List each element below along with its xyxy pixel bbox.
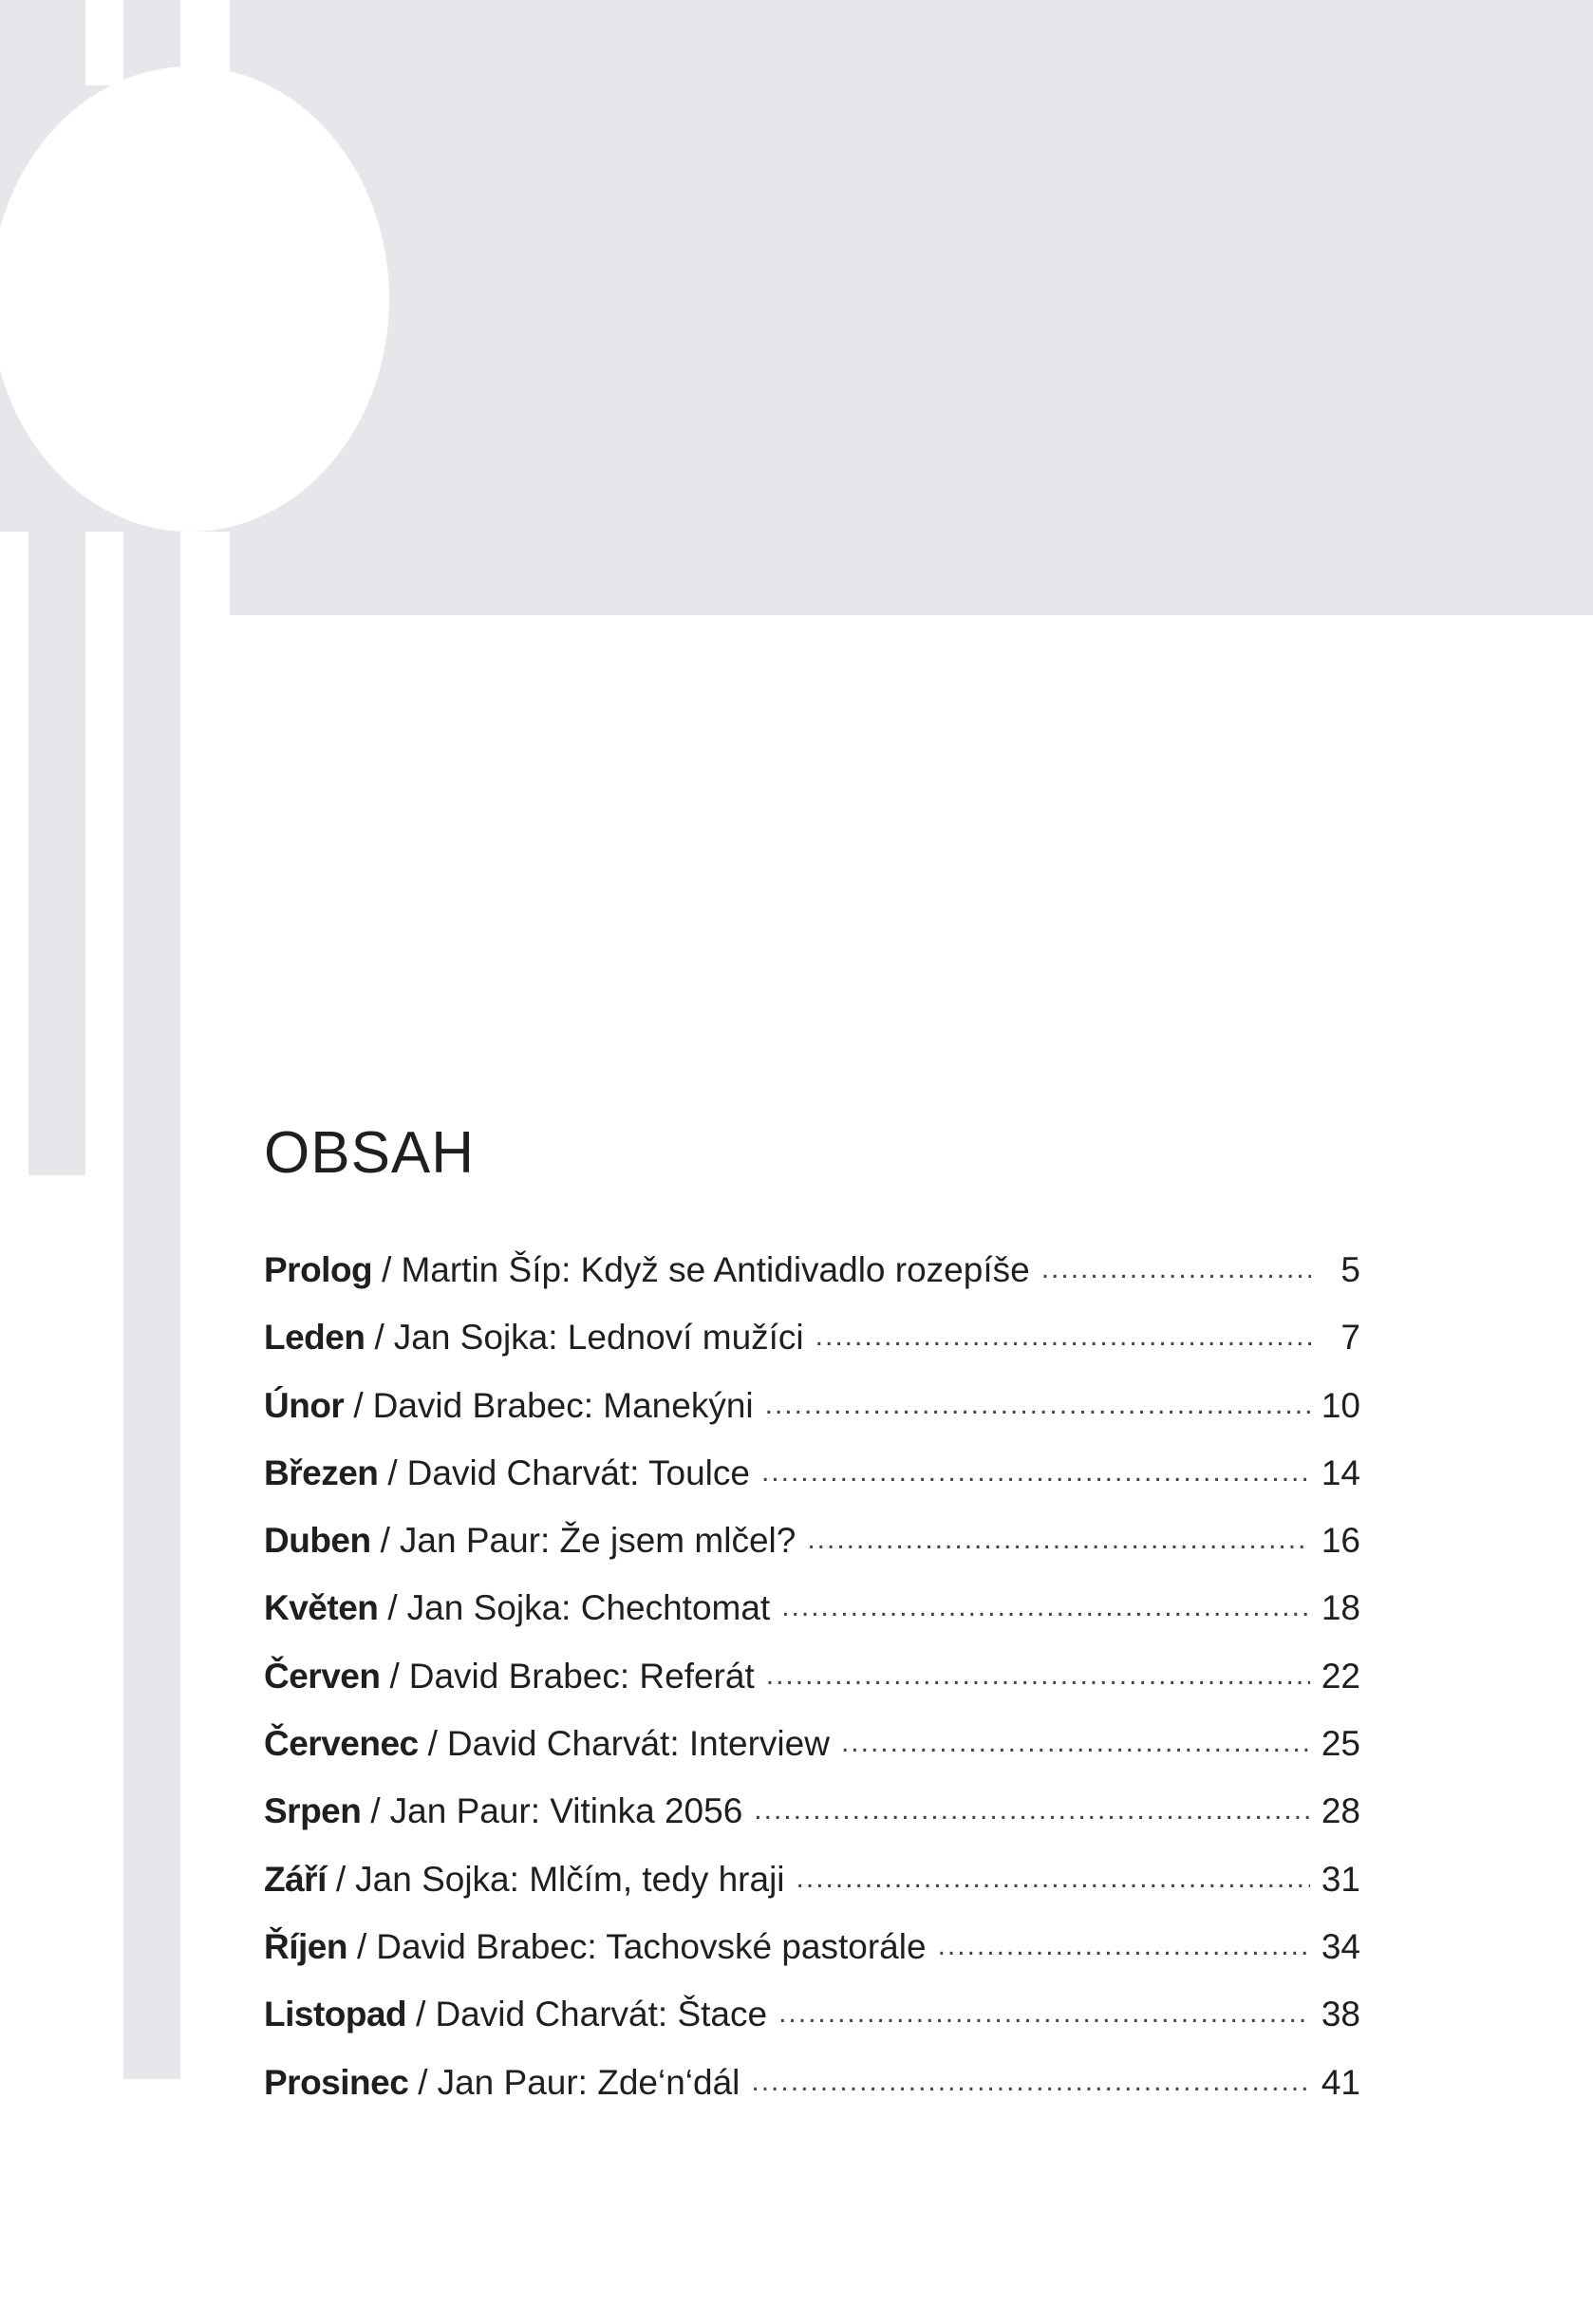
toc-title: OBSAH	[264, 1120, 476, 1186]
toc-entry-page-number: 5	[1340, 1250, 1360, 1289]
toc-entry	[264, 1860, 1360, 1927]
toc-entry	[264, 1588, 1360, 1656]
toc-entry-title: Jan Paur: Zde‘n‘dál	[437, 2062, 740, 2102]
toc-entry-leader-dots	[754, 1788, 1310, 1827]
toc-entry-title: Jan Sojka: Lednoví mužíci	[393, 1318, 804, 1358]
toc-entry	[264, 1521, 1360, 1588]
toc-entry-leader-dots	[781, 1584, 1310, 1624]
toc-entry-page-number: 16	[1321, 1521, 1360, 1561]
toc-entry-separator: /	[389, 1656, 400, 1696]
toc-entry-separator: /	[418, 2062, 428, 2102]
decorative-stripe	[180, 0, 230, 85]
toc-entry-separator: /	[380, 1521, 390, 1561]
toc-entry-page-number: 41	[1321, 2062, 1360, 2102]
toc-entry-leader-dots	[766, 1653, 1310, 1693]
decorative-gap	[180, 532, 230, 617]
decorative-circle	[0, 66, 389, 532]
toc-entry	[264, 1995, 1360, 2062]
toc-entry-leader-dots	[938, 1923, 1310, 1963]
toc-entry-title: Jan Sojka: Mlčím, tedy hraji	[355, 1859, 785, 1899]
toc-entry-title: Jan Paur: Vitinka 2056	[389, 1791, 743, 1831]
toc-entry	[264, 1250, 1360, 1318]
toc-entry-separator: /	[387, 1588, 398, 1628]
toc-entry-month: Červenec	[264, 1724, 419, 1764]
toc-entry	[264, 1386, 1360, 1453]
toc-entry-month: Listopad	[264, 1995, 407, 2034]
toc-entry-title: David Brabec: Manekýni	[372, 1385, 754, 1425]
toc-entry	[264, 2063, 1360, 2130]
toc-entry-month: Prolog	[264, 1250, 373, 1289]
toc-entry-title: David Charvát: Toulce	[406, 1452, 750, 1492]
toc-entry-month: Říjen	[264, 1926, 347, 1966]
toc-entry-leader-dots	[761, 1450, 1310, 1490]
toc-entry-separator: /	[374, 1318, 384, 1358]
decorative-vertical-bar	[123, 532, 180, 2079]
toc-entry-month: Duben	[264, 1521, 371, 1561]
table-of-contents	[264, 1115, 1360, 2130]
toc-entry-title: Jan Sojka: Chechtomat	[406, 1588, 771, 1628]
toc-entry-month: Září	[264, 1859, 327, 1899]
toc-entry-title: David Charvát: Interview	[446, 1724, 830, 1764]
toc-entry-separator: /	[382, 1250, 392, 1289]
toc-entry-separator: /	[353, 1385, 364, 1425]
toc-entry-title: Martin Šíp: Když se Antidivadlo rozepíše	[401, 1250, 1030, 1289]
toc-entry	[264, 1791, 1360, 1859]
toc-list	[264, 1250, 1360, 2130]
toc-entry	[264, 1453, 1360, 1521]
toc-entry-page-number: 34	[1321, 1926, 1360, 1966]
decorative-gap	[0, 532, 28, 617]
toc-entry-page-number: 28	[1321, 1791, 1360, 1831]
toc-entry-month: Únor	[264, 1385, 345, 1425]
toc-entry-leader-dots	[778, 1991, 1310, 2031]
toc-entry-page-number: 31	[1321, 1859, 1360, 1899]
toc-entry-month: Červen	[264, 1656, 381, 1696]
toc-entry	[264, 1318, 1360, 1385]
toc-entry	[264, 1927, 1360, 1995]
toc-entry-page-number: 10	[1321, 1385, 1360, 1425]
toc-entry-page-number: 25	[1321, 1724, 1360, 1764]
toc-entry-leader-dots	[765, 1382, 1310, 1422]
toc-entry-separator: /	[370, 1791, 381, 1831]
toc-entry-month: Březen	[264, 1452, 379, 1492]
toc-entry	[264, 1657, 1360, 1724]
toc-entry-page-number: 18	[1321, 1588, 1360, 1628]
toc-entry-page-number: 22	[1321, 1656, 1360, 1696]
toc-entry-month: Leden	[264, 1318, 365, 1358]
toc-entry-title: David Charvát: Štace	[435, 1995, 768, 2034]
decorative-stripe	[85, 0, 123, 85]
toc-entry	[264, 1724, 1360, 1791]
toc-entry-leader-dots	[807, 1517, 1310, 1557]
toc-entry-month: Prosinec	[264, 2062, 409, 2102]
toc-entry-title: David Brabec: Referát	[408, 1656, 755, 1696]
toc-entry-month: Srpen	[264, 1791, 362, 1831]
decorative-gap	[85, 532, 123, 617]
toc-entry-title: David Brabec: Tachovské pastorále	[376, 1926, 927, 1966]
toc-entry-page-number: 7	[1340, 1318, 1360, 1358]
toc-entry-page-number: 38	[1321, 1995, 1360, 2034]
toc-entry-separator: /	[416, 1995, 426, 2034]
toc-entry-separator: /	[427, 1724, 438, 1764]
toc-entry-title: Jan Paur: Že jsem mlčel?	[399, 1521, 796, 1561]
decorative-vertical-bar	[28, 615, 85, 1175]
toc-entry-leader-dots	[1041, 1246, 1311, 1286]
toc-entry-leader-dots	[751, 2059, 1309, 2099]
toc-entry-page-number: 14	[1321, 1452, 1360, 1492]
toc-entry-leader-dots	[796, 1856, 1310, 1896]
toc-entry-separator: /	[356, 1926, 367, 1966]
toc-entry-leader-dots	[815, 1314, 1311, 1354]
toc-entry-separator: /	[335, 1859, 347, 1899]
toc-entry-leader-dots	[841, 1720, 1310, 1760]
toc-entry-separator: /	[387, 1452, 398, 1492]
toc-entry-month: Květen	[264, 1588, 379, 1628]
